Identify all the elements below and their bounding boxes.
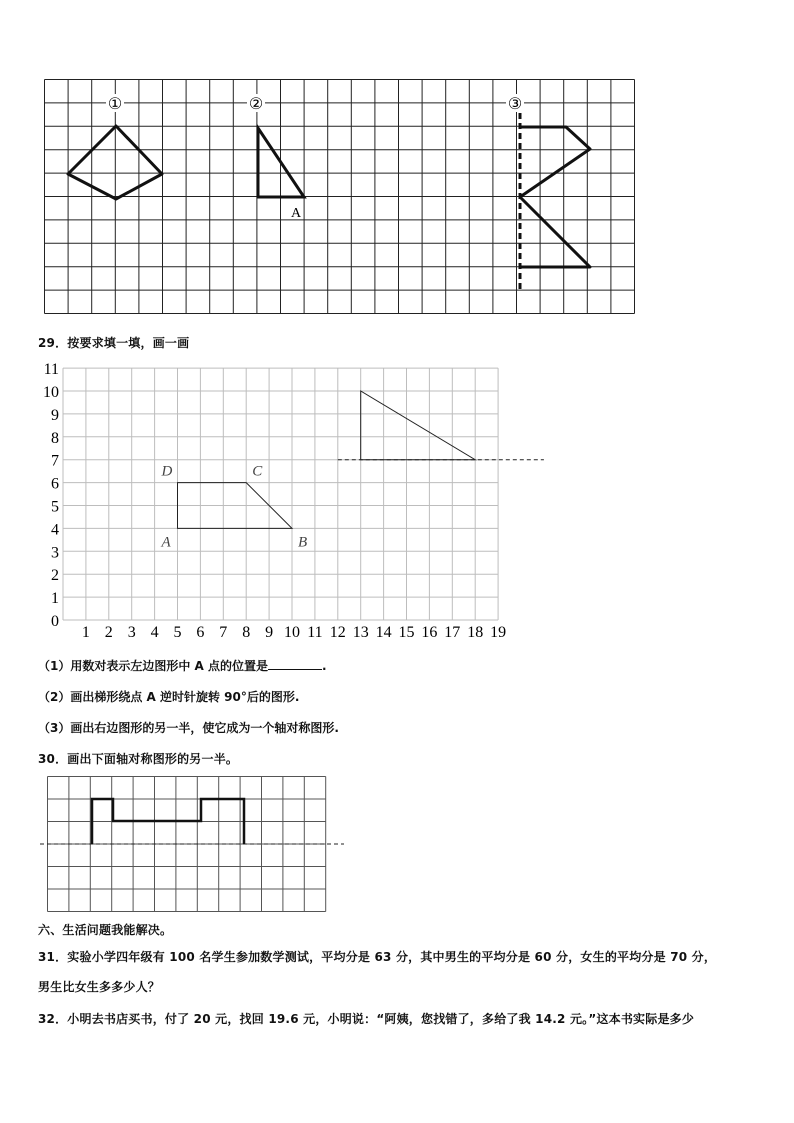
y-tick-label: 1 bbox=[51, 590, 59, 608]
y-tick-label: 3 bbox=[51, 544, 59, 562]
q29-sub2: （2）画出梯形绕点 A 逆时针旋转 90°后的图形. bbox=[38, 690, 300, 704]
y-tick-label: 8 bbox=[51, 429, 59, 447]
q31-line2: 男生比女生多多少人？ bbox=[38, 980, 161, 994]
y-tick-label: 0 bbox=[51, 613, 59, 630]
y-tick-label: 5 bbox=[51, 498, 59, 516]
y-tick-label: 6 bbox=[51, 475, 59, 493]
y-tick-label: 10 bbox=[43, 384, 59, 401]
q30-grid bbox=[40, 775, 344, 915]
q29-coordinate-grid bbox=[30, 358, 560, 640]
y-tick-label: 11 bbox=[43, 361, 59, 379]
q29-sub1-suffix: . bbox=[322, 659, 327, 673]
q29-y-axis-ticks bbox=[43, 361, 59, 630]
x-tick-label: 16 bbox=[421, 624, 438, 640]
x-tick-label: 18 bbox=[467, 624, 484, 640]
x-tick-label: 4 bbox=[150, 624, 159, 640]
x-tick-label: 11 bbox=[307, 624, 323, 640]
x-tick-label: 13 bbox=[352, 624, 369, 640]
x-tick-label: 8 bbox=[242, 624, 251, 640]
x-tick-label: 14 bbox=[375, 624, 392, 640]
section6-title: 六、生活问题我能解决。 bbox=[38, 923, 173, 937]
y-tick-label: 2 bbox=[51, 567, 59, 585]
x-tick-label: 7 bbox=[219, 624, 228, 640]
figure-1-label bbox=[106, 94, 124, 113]
x-tick-label: 15 bbox=[398, 624, 415, 640]
q31-line1: 31．实验小学四年级有 100 名学生参加数学测试，平均分是 63 分，其中男生的平均分是 60 分，女生的平均分是 70 分， bbox=[38, 950, 717, 964]
right-half-triangle bbox=[361, 391, 476, 460]
q29-sub3: （3）画出右边图形的另一半，使它成为一个轴对称图形. bbox=[38, 721, 339, 735]
x-tick-label: 1 bbox=[81, 624, 90, 640]
svg-text:A: A bbox=[290, 206, 302, 221]
x-tick-label: 3 bbox=[127, 624, 136, 640]
vertex-label-d: D bbox=[161, 463, 173, 480]
x-tick-label: 5 bbox=[173, 624, 182, 640]
answer-blank[interactable] bbox=[268, 659, 322, 670]
svg-text:③: ③ bbox=[507, 96, 523, 113]
y-tick-label: 7 bbox=[51, 452, 59, 470]
y-tick-label: 4 bbox=[51, 521, 59, 539]
q29-grid-lines bbox=[63, 368, 498, 620]
q29-sub1 bbox=[38, 657, 327, 674]
figure-2-label bbox=[247, 94, 265, 113]
top-figure-grid bbox=[44, 79, 638, 315]
x-tick-label: 2 bbox=[104, 624, 113, 640]
q30-title: 30．画出下面轴对称图形的另一半。 bbox=[38, 752, 239, 766]
top-grid-lines bbox=[45, 80, 635, 314]
x-tick-label: 19 bbox=[490, 624, 507, 640]
vertex-label-a: A bbox=[161, 534, 171, 551]
vertex-label-b: B bbox=[298, 534, 308, 551]
svg-text:②: ② bbox=[248, 96, 264, 113]
svg-text:①: ① bbox=[107, 96, 123, 113]
x-tick-label: 17 bbox=[444, 624, 461, 640]
q29-sub1-text: （1）用数对表示左边图形中 A 点的位置是 bbox=[38, 659, 268, 673]
x-tick-label: 6 bbox=[196, 624, 205, 640]
q29-x-axis-ticks bbox=[82, 624, 506, 640]
y-tick-label: 9 bbox=[51, 406, 59, 424]
x-tick-label: 12 bbox=[329, 624, 346, 640]
point-a-label bbox=[289, 203, 303, 221]
q32-line1: 32．小明去书店买书，付了 20 元，找回 19.6 元，小明说：“阿姨，您找错了，多给了我 14.2 元。”这本书实际是多少 bbox=[38, 1012, 695, 1026]
x-tick-label: 10 bbox=[284, 624, 300, 640]
x-tick-label: 9 bbox=[265, 624, 274, 640]
q29-title: 29．按要求填一填，画一画 bbox=[38, 336, 190, 350]
figure-3-label bbox=[506, 94, 524, 113]
vertex-label-c: C bbox=[252, 463, 263, 480]
